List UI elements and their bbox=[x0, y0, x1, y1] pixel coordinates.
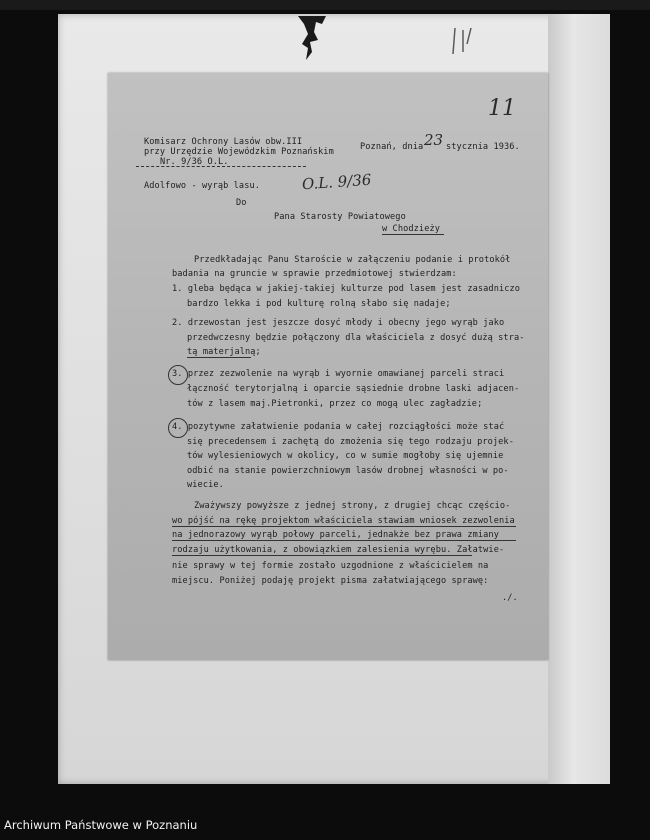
date-day-handwritten: 23 bbox=[424, 131, 444, 149]
body-line: bardzo lekka i pod kulturę rolną słabo się nadaje; bbox=[187, 299, 451, 309]
addressee: Pana Starosty Powiatowego bbox=[274, 212, 406, 222]
to-prefix: Do bbox=[236, 198, 247, 208]
body-line: rodzaju użytkowania, z obowiązkiem zalesienia wyrębu. Załatwie- bbox=[172, 545, 505, 555]
body-line: 3. przez zezwolenie na wyrąb i wyornie omawianej parceli straci bbox=[172, 369, 505, 379]
body-line: wiecie. bbox=[187, 480, 224, 490]
body-line: się precedensem i zachętą do zmożenia się tego rodzaju projek- bbox=[187, 437, 514, 447]
sender-line-1: Komisarz Ochrony Lasów obw.III bbox=[144, 137, 303, 147]
body-line: przedwczesny będzie połączony dla właściciela z dosyć dużą stra- bbox=[187, 333, 525, 343]
pencil-mark-icon bbox=[441, 24, 481, 60]
body-line: 4. pozytywne załatwienie podania w całej rozciągłości może stać bbox=[172, 422, 505, 432]
continuation-mark: ./. bbox=[502, 593, 518, 603]
scan-top-edge bbox=[0, 0, 650, 10]
sender-line-3: Nr. 9/36 O.L. bbox=[160, 157, 229, 167]
body-line: tów z lasem maj.Pietronki, przez co mogą ulec zagładzie; bbox=[187, 399, 483, 409]
mounting-sheet-edge bbox=[548, 14, 610, 784]
page-number-handwritten: 11 bbox=[488, 96, 516, 121]
body-line: Zważywszy powyższe z jednej strony, z drugiej chcąc częścio- bbox=[194, 501, 511, 511]
body-line: badania na gruncie w sprawie przedmiotowej stwierdzam: bbox=[172, 269, 457, 279]
body-line: na jednorazowy wyrąb połowy parceli, jednakże bez prawa zmiany bbox=[172, 530, 499, 540]
paper-clip-mark bbox=[292, 14, 332, 62]
body-underline bbox=[172, 526, 516, 527]
date-rest: stycznia 1936. bbox=[446, 142, 520, 152]
body-underline bbox=[172, 540, 516, 541]
date-prefix: Poznań, dnia bbox=[360, 142, 424, 152]
addressee-city: w Chodzieży bbox=[382, 224, 441, 234]
body-line: odbić na stanie powierzchniowym lasów drobnej własności w po- bbox=[187, 466, 509, 476]
city-underline bbox=[382, 234, 444, 235]
sender-separator bbox=[136, 166, 306, 167]
body-line: łączność terytorjalną i oparcie sąsiednie drobne laski adjacen- bbox=[187, 384, 520, 394]
body-line: miejscu. Poniżej podaję projekt pisma załatwiającego sprawę: bbox=[172, 576, 489, 586]
sender-line-2: przy Urzędzie Wojewódzkim Poznańskim bbox=[144, 147, 334, 157]
body-line: wo pójść na rękę projektom właściciela stawiam wniosek zezwolenia bbox=[172, 516, 515, 526]
handwritten-reference: O.L. 9/36 bbox=[301, 170, 372, 194]
subject-line: Adolfowo - wyrąb lasu. bbox=[144, 181, 261, 191]
archive-label: Archiwum Państwowe w Poznaniu bbox=[4, 818, 198, 832]
body-line: 1. gleba będąca w jakiej-takiej kulturze pod lasem jest zasadniczo bbox=[172, 284, 521, 294]
body-underline bbox=[187, 357, 251, 358]
body-underline bbox=[172, 555, 472, 556]
body-line: nie sprawy w tej formie zostało uzgodnione z właścicielem na bbox=[172, 561, 489, 571]
body-line: tów wylesieniowych w okolicy, co w sumie mogłoby się ujemnie bbox=[187, 451, 504, 461]
body-line: tą materjalną; bbox=[187, 347, 261, 357]
body-line: Przedkładając Panu Staroście w załączeniu podanie i protokół bbox=[194, 255, 511, 265]
body-line: 2. drzewostan jest jeszcze dosyć młody i obecny jego wyrąb jako bbox=[172, 318, 505, 328]
letter-document bbox=[108, 73, 548, 660]
